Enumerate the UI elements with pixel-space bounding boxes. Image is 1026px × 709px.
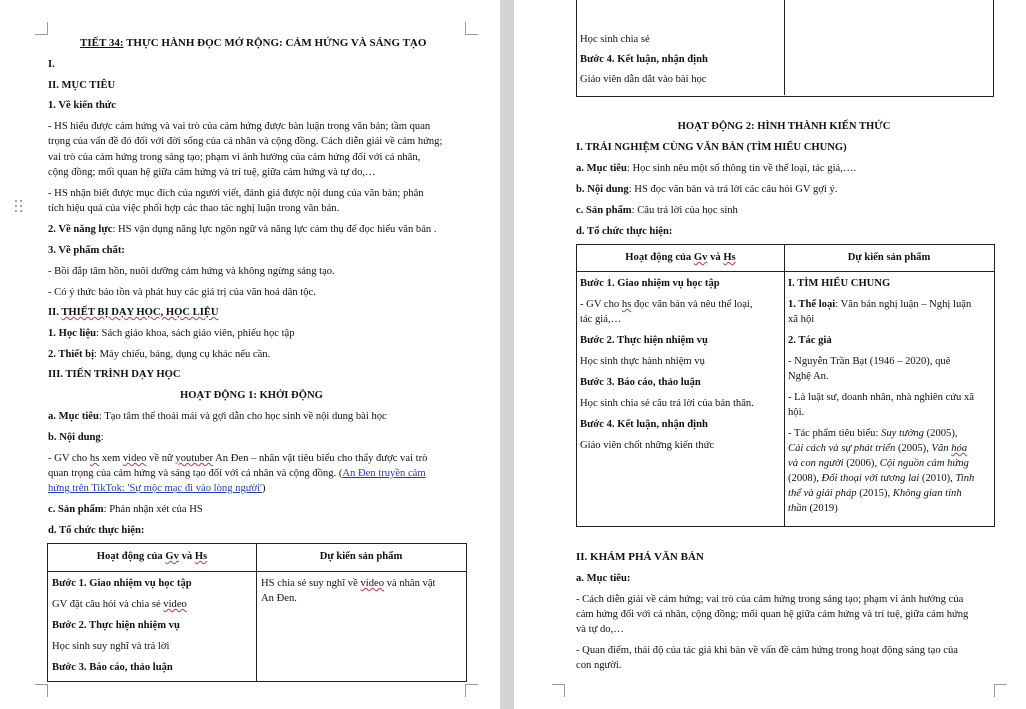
lesson-number: TIẾT 34: bbox=[80, 37, 124, 49]
table-cell: thần (2019) bbox=[788, 503, 838, 514]
text-line: - Có ý thức bảo tồn và phát huy các giá trị của văn hoá dân tộc. bbox=[48, 287, 316, 298]
table-cell: 2. Tác giả bbox=[788, 335, 832, 346]
table-cell: Học sinh thực hành nhiệm vụ bbox=[580, 356, 705, 367]
text-line: cộng đồng; mối quan hệ giữa cảm hứng và trí tuệ, giữa cảm hứng và tự do,… bbox=[48, 167, 376, 178]
heading-pham-chat: 3. Về phẩm chất: bbox=[48, 245, 125, 256]
table-cell: I. TÌM HIỂU CHUNG bbox=[788, 278, 891, 289]
noi-dung-line: b. Nội dung: bbox=[48, 432, 104, 443]
margin-corner-top-right bbox=[465, 22, 478, 35]
table-cell: - Tác phẩm tiêu biểu: Suy tưởng (2005), bbox=[788, 428, 958, 439]
drag-handle-icon[interactable] bbox=[15, 200, 23, 216]
table-divider bbox=[784, 0, 785, 95]
table-cell: và con người (2006), Cội nguồn cảm hứng bbox=[788, 458, 969, 469]
text-line: tích hiệu quả của việc phối hợp các thao tác nghị luận trong văn bản. bbox=[48, 203, 340, 214]
heading-thiet-bi: II. THIẾT BỊ DẠY HỌC, HỌC LIỆU bbox=[48, 307, 219, 318]
text-line: - GV cho hs xem video về nữ youtuber An Đen – nhân vật tiêu biểu cho thấy được vai trò bbox=[48, 453, 428, 464]
margin-corner-bottom-left bbox=[552, 684, 565, 697]
document-page-1 bbox=[0, 0, 500, 709]
text-line: con người. bbox=[576, 660, 622, 671]
noi-dung-line: b. Nội dung: HS đọc văn bản và trả lời các câu hỏi GV gợi ý. bbox=[576, 184, 838, 195]
table-divider bbox=[256, 543, 257, 681]
text-line: vai trò của cảm hứng trong sáng tạo; phạm vi ảnh hưởng của cảm hứng đối với cá nhân, bbox=[48, 152, 421, 163]
table-cell: Bước 3. Báo cáo, thảo luận bbox=[52, 662, 173, 673]
heading-trai-nghiem: I. TRẢI NGHIỆM CÙNG VĂN BẢN (TÌM HIỂU CHUNG) bbox=[576, 142, 847, 153]
table-divider bbox=[576, 271, 994, 272]
thiet-bi-line: 2. Thiết bị: Máy chiếu, bảng, dụng cụ khác nếu cần. bbox=[48, 349, 271, 360]
text-line: quan trọng của cảm hứng và sáng tạo đối với cá nhân và cộng đồng. (An Đen truyền cảm bbox=[48, 468, 426, 479]
margin-corner-bottom-left bbox=[35, 684, 48, 697]
text-line: cảm hứng đối với cá nhân, cộng đồng; mối quan hệ giữa cảm hứng và trí tuệ, giữa cảm hứng bbox=[576, 609, 969, 620]
margin-corner-bottom-right bbox=[994, 684, 1007, 697]
table-cell: Bước 4. Kết luận, nhận định bbox=[580, 419, 708, 430]
table-cell: Giáo viên chốt những kiến thức bbox=[580, 440, 715, 451]
document-page-2 bbox=[514, 0, 1026, 709]
text-line: - HS hiểu được cảm hứng và vai trò của cảm hứng được bàn luận trong văn bản; tầm quan bbox=[48, 121, 431, 132]
video-link[interactable]: An Đen truyền cảm bbox=[342, 468, 426, 479]
heading-kien-thuc: 1. Về kiến thức bbox=[48, 100, 116, 111]
table-cell: tác giả,… bbox=[580, 314, 622, 325]
heading-muc-tieu: II. MỤC TIÊU bbox=[48, 80, 116, 91]
table-header-product: Dự kiến sản phẩm bbox=[319, 551, 403, 562]
text-line: - Quan điểm, thái độ của tác giả khi bàn về vấn đề cảm hứng trong hoạt động sáng tạo của bbox=[576, 645, 958, 656]
table-cell: Học sinh chia sẻ câu trả lời của bản thân. bbox=[580, 398, 754, 409]
table-cell: Nghệ An. bbox=[788, 371, 829, 382]
san-pham-line: c. Sản phẩm: Câu trả lời của học sinh bbox=[576, 205, 738, 216]
table-cell: Bước 1. Giao nhiệm vụ học tập bbox=[580, 278, 720, 289]
table-cell: - GV cho hs đọc văn bản và nêu thể loại, bbox=[580, 299, 753, 310]
table-cell: Học sinh chia sẻ bbox=[580, 34, 650, 45]
text-line: hứng trên TikTok: 'Sự mộc mạc đi vào lòng người') bbox=[48, 483, 266, 494]
text-line: và tự do,… bbox=[576, 624, 624, 635]
margin-corner-top-left bbox=[35, 22, 48, 35]
table-cell: (2008), Đối thoại với tương lai (2010), Tinh bbox=[788, 473, 975, 484]
table-cell: Cải cách và sự phát triển (2005), Văn hóa bbox=[788, 443, 968, 454]
heading-hoat-dong-1: HOẠT ĐỘNG 1: KHỞI ĐỘNG bbox=[180, 390, 323, 401]
table-cell: GV đặt câu hỏi và chia sẻ video bbox=[52, 599, 187, 610]
table-cell: Bước 2. Thực hiện nhiệm vụ bbox=[580, 335, 708, 346]
table-cell: - Là luật sư, doanh nhân, nhà nghiên cứu xã bbox=[788, 392, 974, 403]
table-cell: 1. Thể loại: Văn bản nghị luận – Nghị luận bbox=[788, 299, 972, 310]
text-line: - HS nhận biết được mục đích của người viết, đánh giá được nội dung của văn bản; phân bbox=[48, 188, 424, 199]
table-header-activity: Hoạt động của Gv và Hs bbox=[96, 551, 208, 562]
table-cell: Bước 4. Kết luận, nhận định bbox=[580, 54, 708, 65]
heading-roman-i: I. bbox=[48, 59, 55, 70]
heading-hoat-dong-2: HOẠT ĐỘNG 2: HÌNH THÀNH KIẾN THỨC bbox=[677, 121, 891, 132]
heading-kham-pha: II. KHÁM PHÁ VĂN BẢN bbox=[576, 551, 704, 563]
san-pham-line: c. Sản phẩm: Phản nhận xét của HS bbox=[48, 504, 203, 515]
text-line: - Bồi đắp tâm hồn, nuôi dưỡng cảm hứng và không ngừng sáng tạo. bbox=[48, 266, 335, 277]
muc-tieu-line: a. Mục tiêu: Tạo tâm thế thoải mái và gợi dẫn cho học sinh về nội dung bài học bbox=[48, 411, 387, 422]
table-header-activity: Hoạt động của Gv và Hs bbox=[625, 252, 736, 263]
table-cell: An Đen. bbox=[261, 593, 297, 604]
kham-pha-muc-tieu: a. Mục tiêu: bbox=[576, 573, 631, 584]
table-cell: Bước 1. Giao nhiệm vụ học tập bbox=[52, 578, 192, 589]
heading-tien-trinh: III. TIẾN TRÌNH DẠY HỌC bbox=[48, 369, 181, 380]
table-divider bbox=[47, 571, 466, 572]
table-cell: Giáo viên dẫn dắt vào bài học bbox=[580, 74, 707, 85]
video-link[interactable]: hứng trên TikTok: 'Sự mộc mạc đi vào lòng người' bbox=[48, 483, 262, 494]
text-line: trọng của vấn đề đó đối với đời sống của cá nhân và cộng đồng. Cách diễn giải về cảm hứng; bbox=[48, 136, 443, 147]
table-cell: xã hội bbox=[788, 314, 815, 325]
table-divider bbox=[784, 244, 785, 526]
to-chuc-heading: d. Tổ chức thực hiện: bbox=[48, 525, 145, 536]
table-cell: Bước 3. Báo cáo, thảo luận bbox=[580, 377, 701, 388]
table-header-product: Dự kiến sản phẩm bbox=[847, 252, 931, 263]
nang-luc-line: 2. Về năng lực: HS vận dụng năng lực ngôn ngữ và năng lực cảm thụ để đọc hiểu văn bản . bbox=[48, 224, 437, 235]
table-cell: Học sinh suy nghĩ và trả lời bbox=[52, 641, 170, 652]
table-cell: Bước 2. Thực hiện nhiệm vụ bbox=[52, 620, 180, 631]
table-cell: HS chia sẻ suy nghĩ về video và nhân vật bbox=[261, 578, 436, 589]
margin-corner-bottom-right bbox=[465, 684, 478, 697]
hoc-lieu-line: 1. Học liệu: Sách giáo khoa, sách giáo viên, phiếu học tập bbox=[48, 328, 295, 339]
muc-tieu-line: a. Mục tiêu: Học sinh nêu một số thông tin về thể loại, tác giả,…. bbox=[576, 163, 857, 174]
to-chuc-heading: d. Tổ chức thực hiện: bbox=[576, 226, 673, 237]
table-cell: thể và giải pháp (2015), Không gian tinh bbox=[788, 488, 962, 499]
text-line: - Cách diễn giải về cảm hứng; vai trò của cảm hứng trong sáng tạo; phạm vi ảnh hưởng của bbox=[576, 594, 964, 605]
page-gap bbox=[500, 0, 514, 709]
lesson-title: TIẾT 34: THỰC HÀNH ĐỌC MỞ RỘNG: CẢM HỨNG VÀ SÁNG TẠO bbox=[80, 37, 427, 49]
table-cell: - Nguyễn Trần Bạt (1946 – 2020), quê bbox=[788, 356, 951, 367]
table-cell: hội. bbox=[788, 407, 805, 418]
